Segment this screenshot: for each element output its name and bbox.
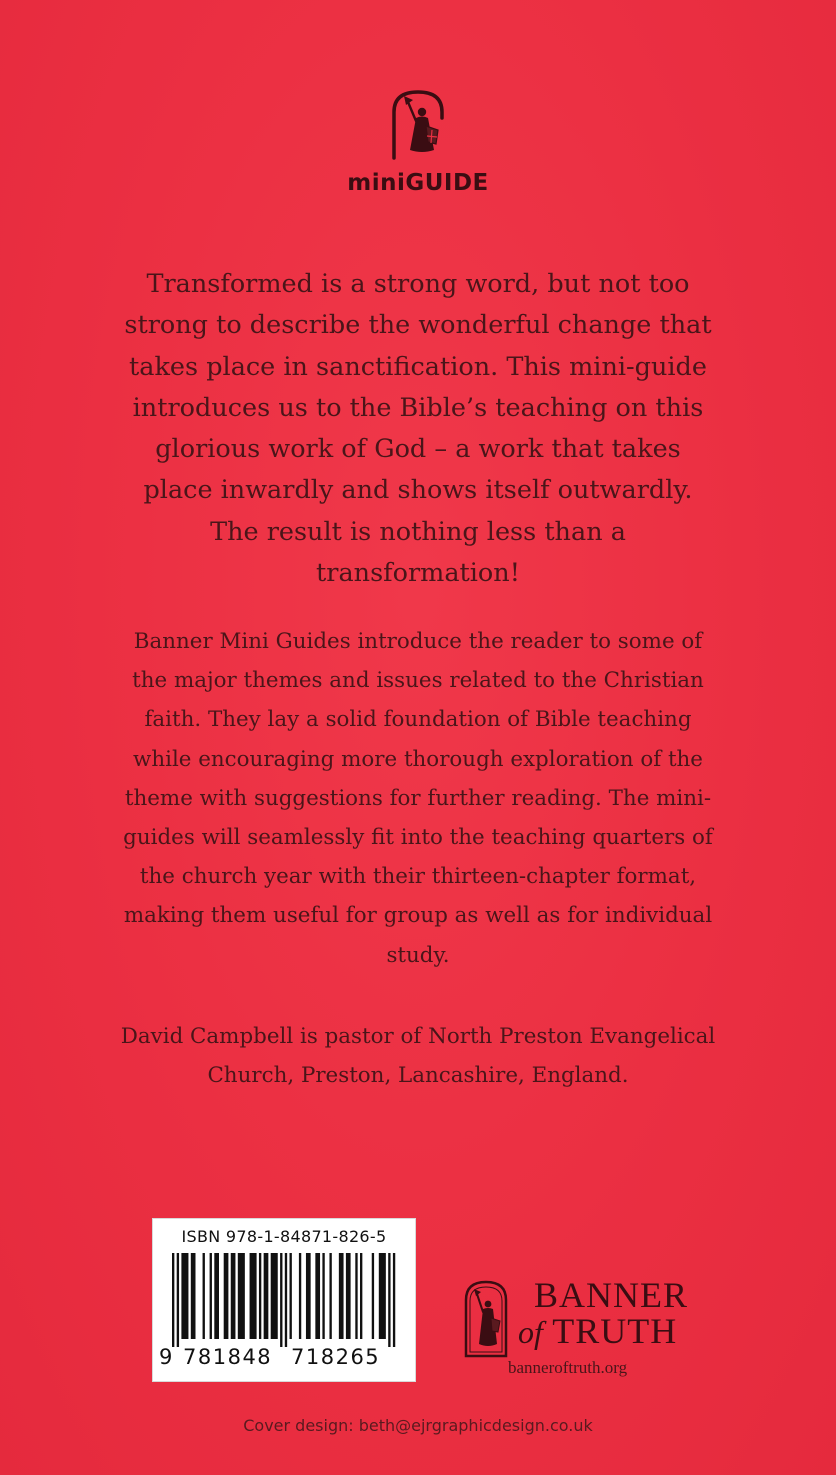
book-blurb: Transformed is a strong word, but not too strong to describe the wonderful change that takes place in sanctification. This mini-guide introduces us to the Bible’s teaching on this glorious work of God – a work that takes place inwardly and shows itself outwardly. The result is nothing less than a transformation!	[124, 269, 712, 589]
publisher-truth: TRUTH	[542, 1311, 678, 1351]
barcode-bar	[231, 1253, 236, 1339]
barcode-bar	[329, 1253, 331, 1339]
barcode-bar	[271, 1253, 278, 1339]
barcode-digits-right: 718265	[291, 1345, 381, 1369]
publisher-of: of	[518, 1314, 543, 1350]
barcode-bar	[285, 1253, 287, 1347]
barcode-bar	[322, 1253, 324, 1339]
barcode-bar	[181, 1253, 188, 1339]
barcode-bars	[172, 1253, 396, 1347]
barcode-bar	[210, 1253, 212, 1339]
barcode-digit-first: 9	[159, 1345, 173, 1369]
barcode-bar	[355, 1253, 357, 1339]
barcode-bar	[280, 1253, 282, 1347]
barcode-bar	[172, 1253, 174, 1347]
publisher-name-line1: BANNER	[534, 1275, 689, 1315]
barcode-bar	[177, 1253, 179, 1347]
barcode-bar	[250, 1253, 257, 1339]
barcode-bar	[388, 1253, 390, 1347]
series-name: miniGUIDE	[347, 170, 489, 196]
banner-figure-icon	[386, 88, 450, 160]
series-logo	[0, 88, 836, 196]
barcode-bar	[360, 1253, 362, 1339]
barcode-bar	[214, 1253, 219, 1339]
barcode-digits-left: 781848	[183, 1345, 273, 1369]
isbn-label: ISBN 978-1-84871-826-5	[181, 1227, 387, 1246]
barcode-bar	[191, 1253, 196, 1339]
barcode-bar	[306, 1253, 311, 1339]
barcode-bar	[379, 1253, 386, 1339]
isbn-barcode	[152, 1218, 416, 1382]
barcode-bar	[299, 1253, 301, 1339]
barcode-bar	[259, 1253, 261, 1339]
barcode-bar	[339, 1253, 344, 1339]
barcode-bar	[238, 1253, 245, 1339]
series-description: Banner Mini Guides introduce the reader to some of the major themes and issues related to the Christian faith. They lay a solid foundation of Bible teaching while encouraging more thorough exploration of the theme with suggestions for further reading. The mini-guides will seamlessly fit into the teaching quarters of the church year with their thirteen-chapter format, making them useful for group as well as for individual study.	[123, 629, 713, 968]
barcode-bar	[203, 1253, 205, 1339]
barcode-bar	[346, 1253, 351, 1339]
barcode-bar	[393, 1253, 395, 1347]
publisher-logo	[462, 1272, 712, 1382]
barcode-bar	[290, 1253, 292, 1339]
banner-seal-icon	[462, 1278, 510, 1358]
cover-design-credit: Cover design: beth@ejrgraphicdesign.co.uk	[243, 1416, 593, 1435]
barcode-bar	[372, 1253, 374, 1339]
publisher-website: banneroftruth.org	[508, 1358, 628, 1377]
barcode-bar	[315, 1253, 320, 1339]
barcode-bar	[224, 1253, 229, 1339]
author-bio: David Campbell is pastor of North Preston Evangelical Church, Preston, Lancashire, England.	[120, 1024, 716, 1088]
barcode-bar	[264, 1253, 269, 1339]
publisher-name-line2	[518, 1310, 677, 1352]
